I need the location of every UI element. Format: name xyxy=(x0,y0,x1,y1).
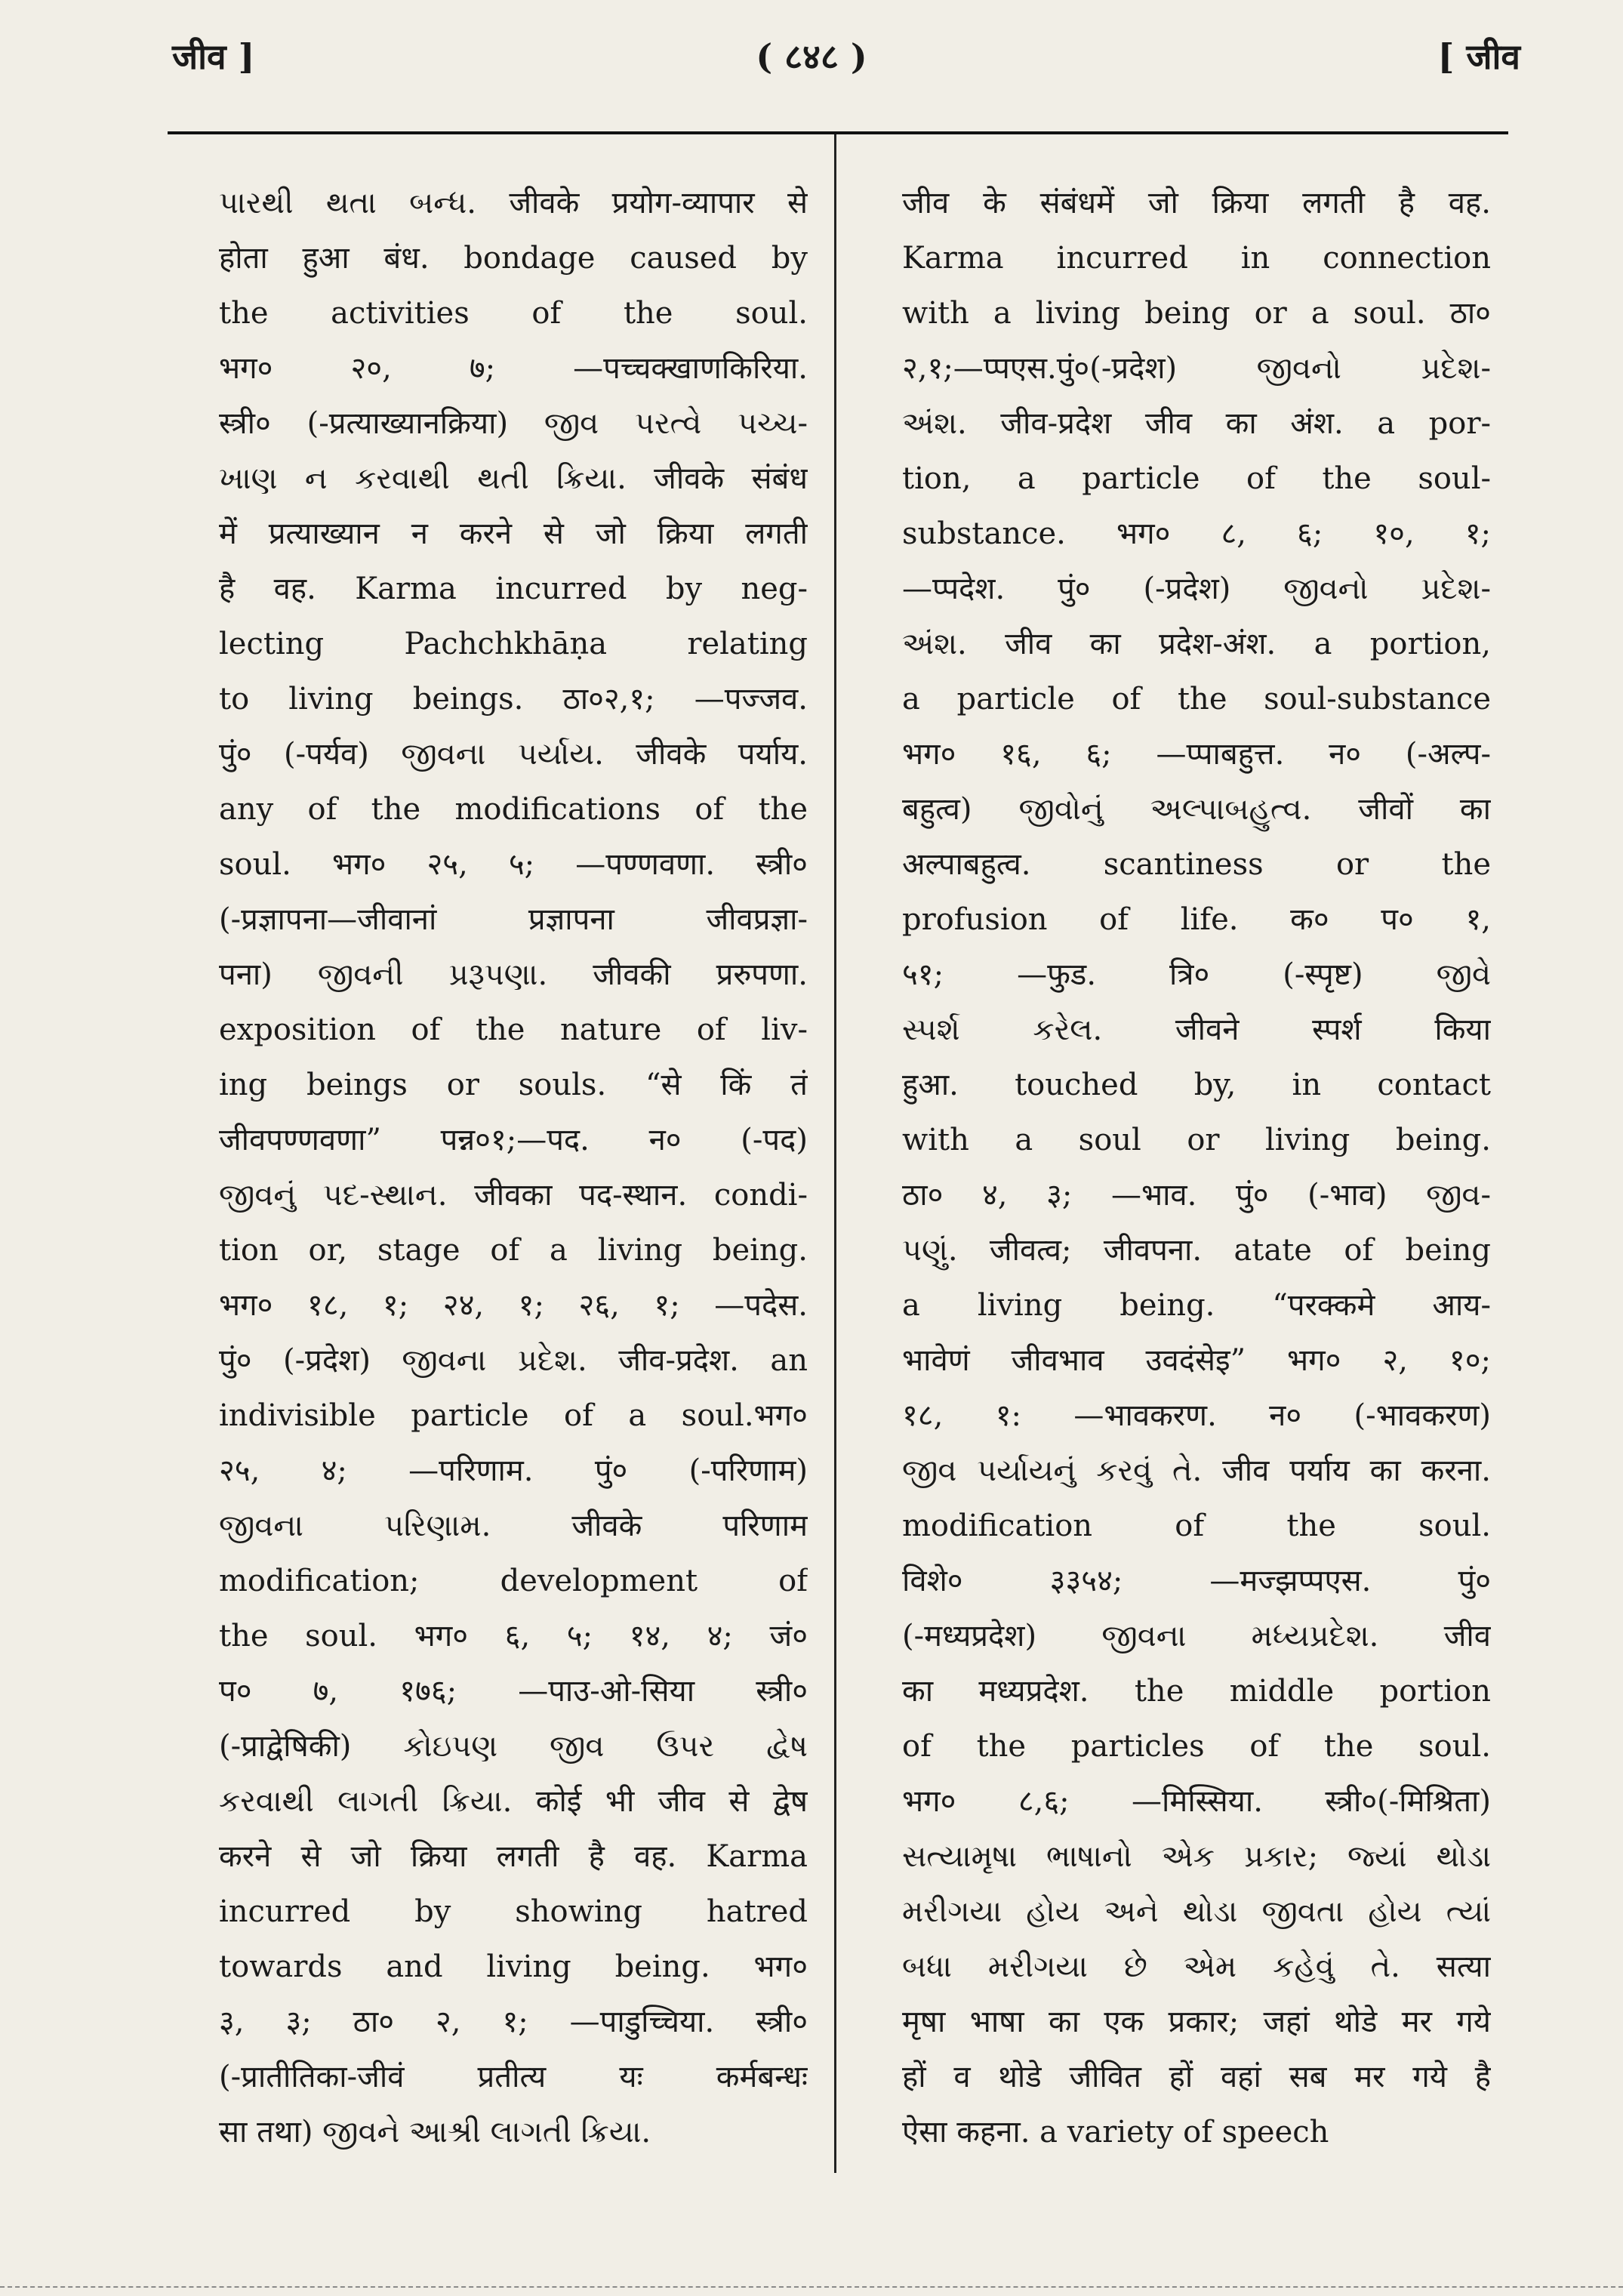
text-line: ठा० ४, ३; —भाव. पुं० (-भाव) જીવ- xyxy=(902,1178,1491,1213)
text-line: जीवपण्णवणा” पन्न०१;—पद. न० (-पद) xyxy=(219,1123,808,1157)
text-line: with a soul or living being. xyxy=(902,1123,1491,1157)
text-line: indivisible particle of a soul.भग० xyxy=(219,1398,808,1433)
text-line: ing beings or souls. “से किं तं xyxy=(219,1068,808,1102)
text-line: જીવ પર્યાયનું કરવું તે. जीव पर्याय का करना. xyxy=(902,1453,1491,1488)
text-line: जीव के संबंधमें जो क्रिया लगती है वह. xyxy=(902,186,1491,220)
text-line: અંશ. जीव-प्रदेश जीव का अंश. a por- xyxy=(902,406,1491,441)
text-line: soul. भग० २५, ५; —पण्णवणा. स्त्री० xyxy=(219,847,808,882)
text-line: २५, ४; —परिणाम. पुं० (-परिणाम) xyxy=(219,1453,808,1488)
text-line: મરીગયા હોય અને થોડા જીવતા હોય ત્યાં xyxy=(902,1894,1491,1929)
text-line: ३, ३; ठा० २, १; —पाडुच्चिया. स्त्री० xyxy=(219,2005,808,2039)
header-left-headword: जीव ] xyxy=(172,36,255,77)
text-line: substance. भग० ८, ६; १०, १; xyxy=(902,516,1491,551)
text-line: જીવનું પદ-સ્થાન. जीवका पद-स्थान. condi- xyxy=(219,1178,808,1213)
text-line: the activities of the soul. xyxy=(219,296,808,331)
text-line: towards and living being. भग० xyxy=(219,1949,808,1984)
text-line: पना) જીવની પ્રરૂપણા. जीवकी प्ररुपणा. xyxy=(219,957,808,992)
text-line: tion, a particle of the soul- xyxy=(902,461,1491,496)
text-line: અંશ. जीव का प्रदेश-अंश. a portion, xyxy=(902,627,1491,661)
text-line: स्त्री० (-प्रत्याख्यानक्रिया) જીવ પરત્વે પચ્ચ- xyxy=(219,406,808,441)
text-line: में प्रत्याख्यान न करने से जो क्रिया लगती xyxy=(219,516,808,551)
text-line: भग० ८,६; —मिस्सिया. स्त्री०(-मिश्रिता) xyxy=(902,1784,1491,1819)
text-line: (-प्रज्ञापना—जीवानां प्रज्ञापना जीवप्रज्ञा- xyxy=(219,902,808,937)
text-line: सा तथा) જીવને આશ્રી લાગતી ક્રિયા. xyxy=(219,2115,651,2150)
text-line: करने से जो क्रिया लगती है वह. Karma xyxy=(219,1839,808,1874)
left-column xyxy=(219,176,808,2160)
text-line: हों व थोडे जीवित हों वहां सब मर गये है xyxy=(902,2060,1491,2094)
page-number: ( ८४८ ) xyxy=(756,36,867,77)
text-line: पुं० (-पर्यव) જીવના પર્યાય. जीवके पर्याय. xyxy=(219,737,808,772)
header-rule xyxy=(168,131,1508,134)
text-line: a living being. “परक्कमे आय- xyxy=(902,1288,1491,1323)
text-line: भग० १८, १; २४, १; २६, १; —पदेस. xyxy=(219,1288,808,1323)
text-line: भग० २०, ७; —पच्चक्खाणकिरिया. xyxy=(219,351,808,386)
text-line: —प्पदेश. पुं० (-प्रदेश) જીવનો પ્રદેશ- xyxy=(902,572,1491,606)
text-line: modification of the soul. xyxy=(902,1509,1491,1543)
text-line: भावेणं जीवभाव उवदंसेइ” भग० २, १०; xyxy=(902,1343,1491,1378)
text-line: है वह. Karma incurred by neg- xyxy=(219,572,808,606)
text-line: સત્યામૃષા ભાષાનો એક પ્રકાર; જ્યાં થોડા xyxy=(902,1839,1491,1874)
text-line: with a living being or a soul. ठा० xyxy=(902,296,1491,331)
text-line: ऐसा कहना. a variety of speech xyxy=(902,2115,1329,2150)
text-line: (-प्राद्वेषिकी) કોઇપણ જીવ ઉપર દ્વેષ xyxy=(219,1729,808,1764)
text-line: बहुत्व) જીવોનું અલ્પાબહુત્વ. जीवों का xyxy=(902,792,1491,827)
text-line: (-प्रातीतिका-जीवं प्रतीत्य यः कर्मबन्धः xyxy=(219,2060,808,2094)
text-line: of the particles of the soul. xyxy=(902,1729,1491,1764)
text-line: a particle of the soul-substance xyxy=(902,682,1491,717)
header-right-headword: [ जीव xyxy=(1437,36,1520,77)
text-line: પારથી થતા બન્ધ. जीवके प्रयोग-व्यापार से xyxy=(219,186,808,220)
text-line: modification; development of xyxy=(219,1564,808,1598)
text-line: to living beings. ठा०२,१; —पज्जव. xyxy=(219,682,808,717)
right-column xyxy=(902,176,1491,2160)
text-line: કરવાથી લાગતી ક્રિયા. कोई भी जीव से द्वेष xyxy=(219,1784,808,1819)
text-line: अल्पाबहुत्व. scantiness or the xyxy=(902,847,1491,882)
text-line: पुं० (-प्रदेश) જીવના પ્રદેશ. जीव-प्रदेश. an xyxy=(219,1343,808,1378)
text-line: lecting Pachchkhāṇa relating xyxy=(219,627,808,661)
text-line: Karma incurred in connection xyxy=(902,241,1491,276)
text-line: exposition of the nature of liv- xyxy=(219,1012,808,1047)
text-line: विशे० ३३५४; —मज्झप्पएस. पुं० xyxy=(902,1564,1491,1598)
text-line: ५१; —फुड. त्रि० (-स्पृष्ट) જીવે xyxy=(902,957,1491,992)
text-line: પણું. जीवत्व; जीवपना. atate of being xyxy=(902,1233,1491,1268)
text-line: બધા મરીગયા છે એમ કહેવું તે. सत्या xyxy=(902,1949,1491,1984)
text-line: સ્પર્શ કરેલ. जीवने स्पर्श किया xyxy=(902,1012,1491,1047)
text-line: हुआ. touched by, in contact xyxy=(902,1068,1491,1102)
text-line: incurred by showing hatred xyxy=(219,1894,808,1929)
text-line: मृषा भाषा का एक प्रकार; जहां थोडे मर गये xyxy=(902,2005,1491,2039)
text-line: જીવના પરિણામ. जीवके परिणाम xyxy=(219,1509,808,1543)
text-line: २,१;—प्पएस.पुं०(-प्रदेश) જીવનો પ્રદેશ- xyxy=(902,351,1491,386)
text-line: tion or, stage of a living being. xyxy=(219,1233,808,1268)
text-line: का मध्यप्रदेश. the middle portion xyxy=(902,1674,1491,1709)
text-line: प० ७, १७६; —पाउ-ओ-सिया स्त्री० xyxy=(219,1674,808,1709)
page-bottom-edge xyxy=(0,2286,1623,2288)
text-line: any of the modifications of the xyxy=(219,792,808,827)
text-line: profusion of life. क० प० १, xyxy=(902,902,1491,937)
column-divider xyxy=(834,134,836,2173)
text-line: भग० १६, ६; —प्पाबहुत्त. न० (-अल्प- xyxy=(902,737,1491,772)
text-line: the soul. भग० ६, ५; १४, ४; जं० xyxy=(219,1619,808,1653)
text-line: होता हुआ बंध. bondage caused by xyxy=(219,241,808,276)
text-line: ખાણ ન કરવાથી થતી ક્રિયા. जीवके संबंध xyxy=(219,461,808,496)
text-line: (-मध्यप्रदेश) જીવના મધ્યપ્રદેશ. जीव xyxy=(902,1619,1491,1653)
text-line: १८, १: —भावकरण. न० (-भावकरण) xyxy=(902,1398,1491,1433)
